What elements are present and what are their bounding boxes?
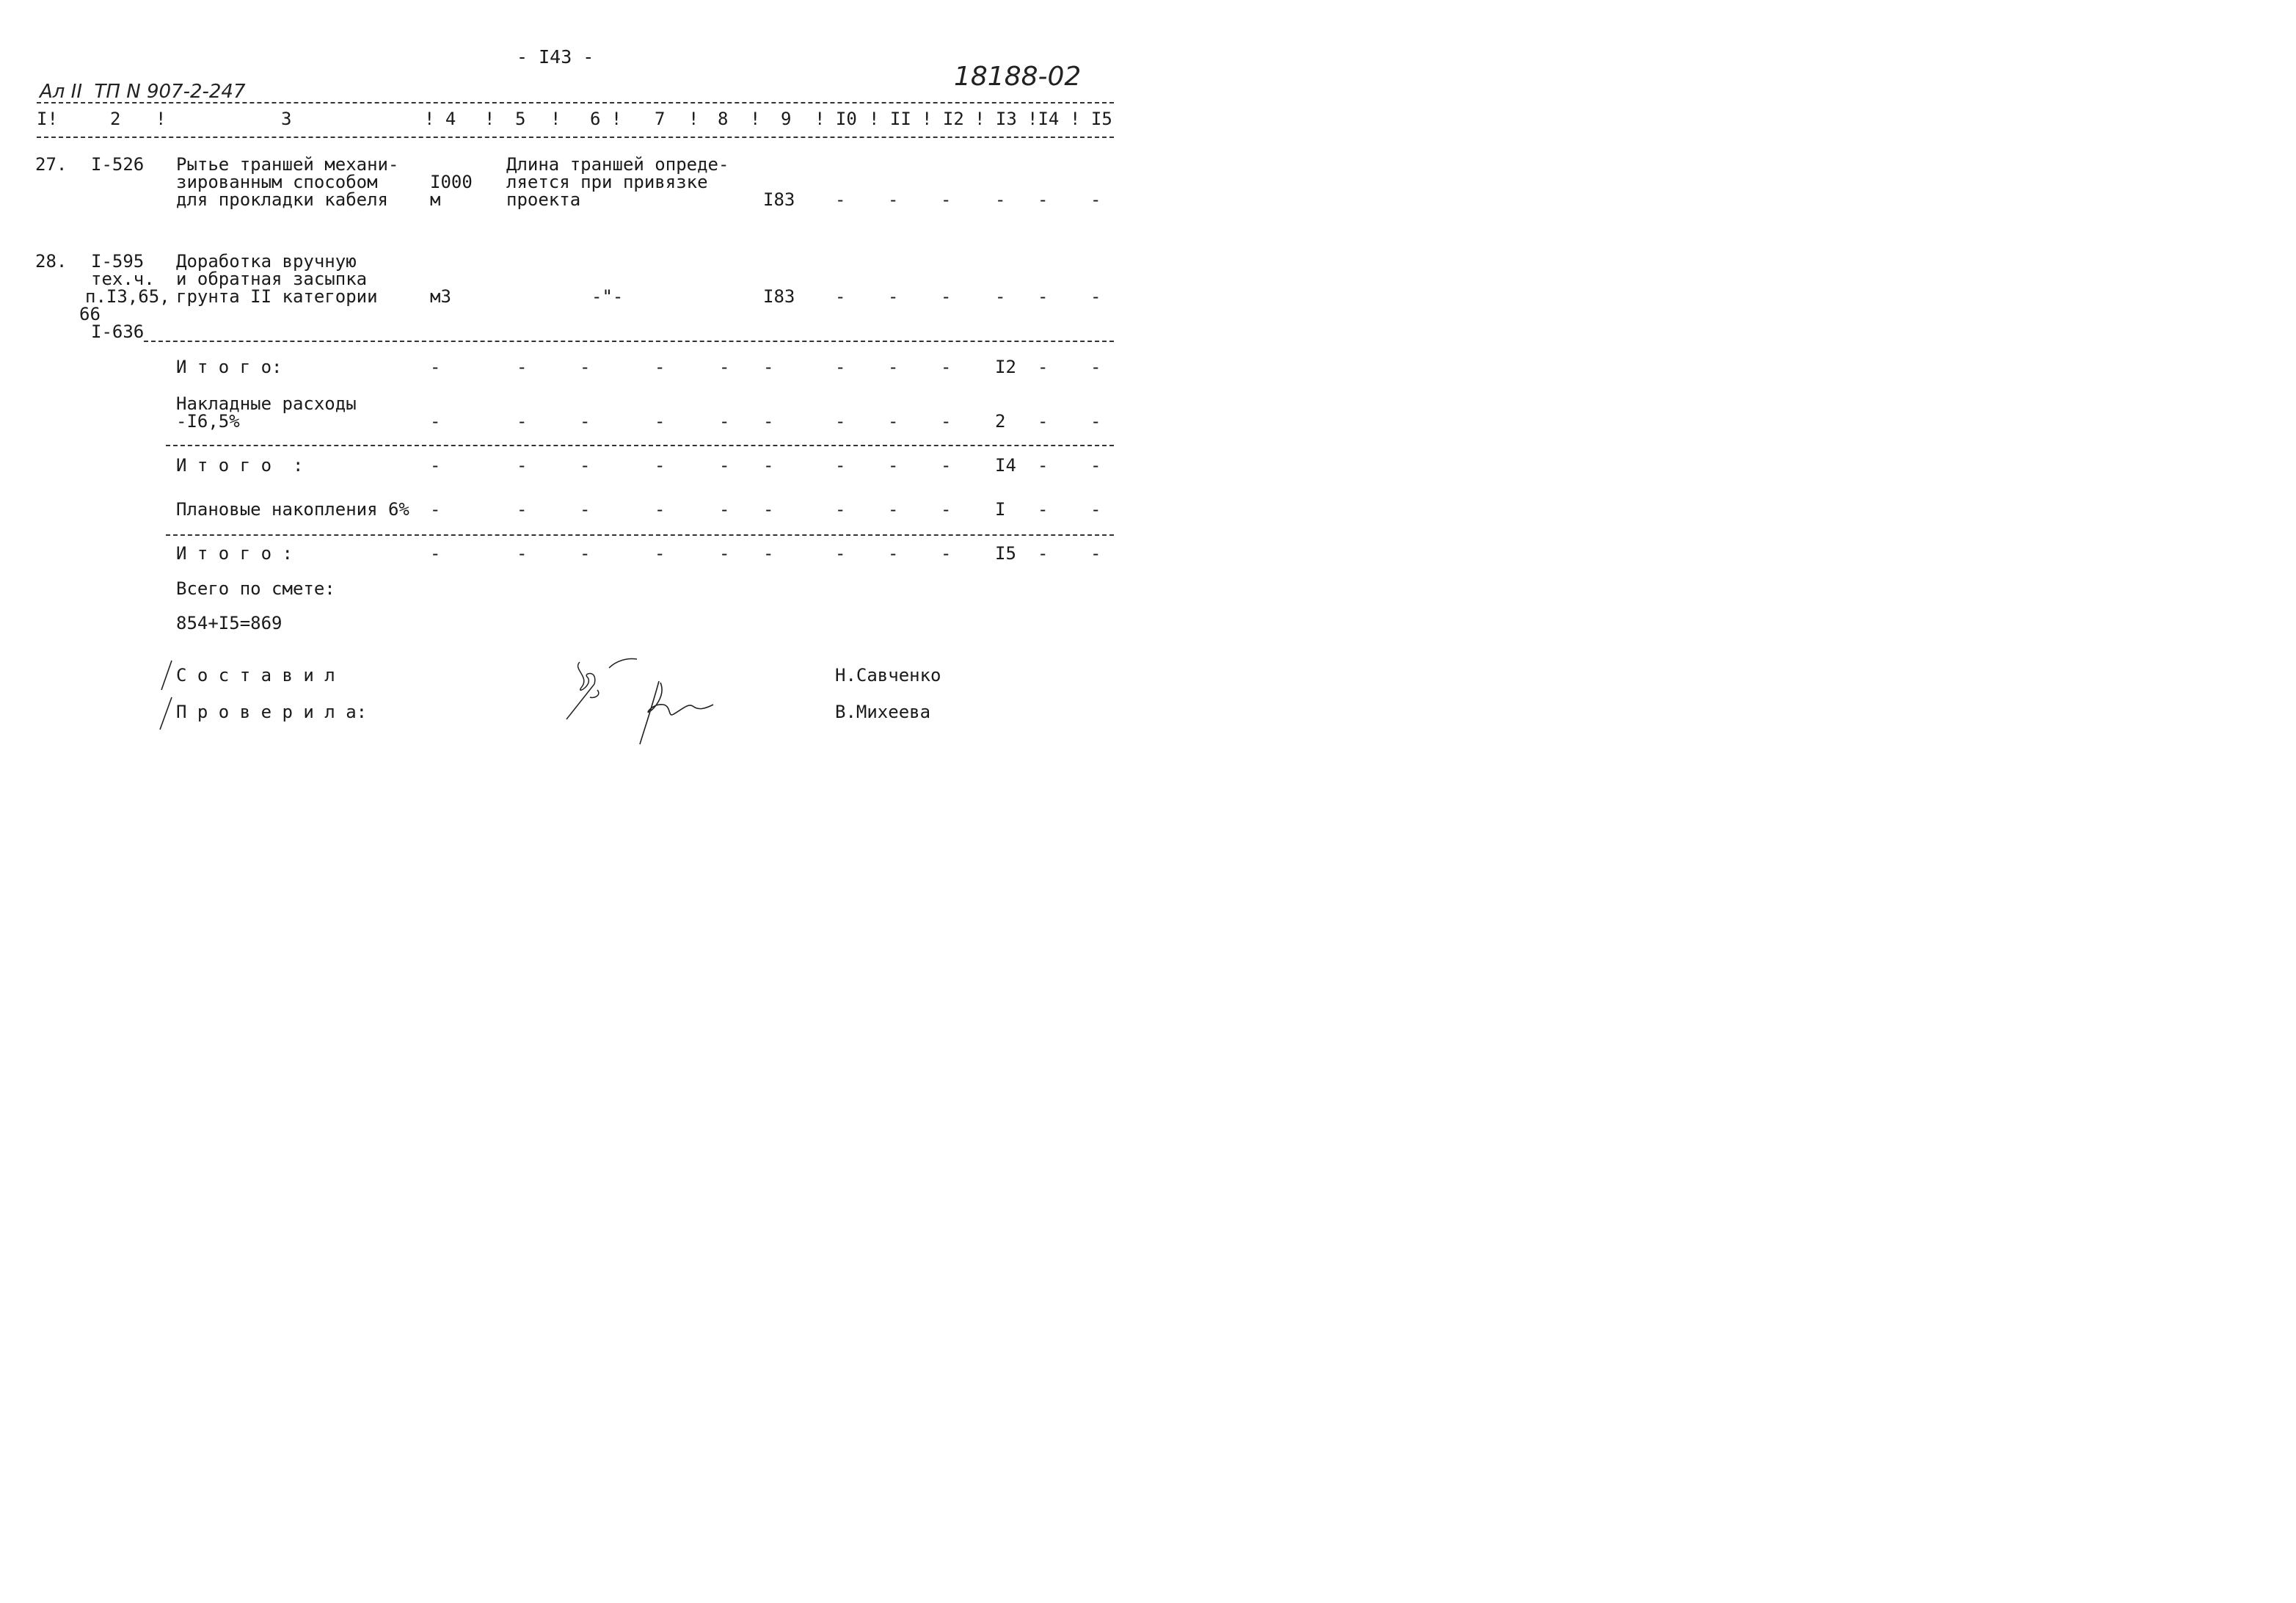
empty-cell: - (995, 286, 1006, 307)
work-description: и обратная засыпка (176, 269, 368, 289)
compiled-by-name: Н.Савченко (835, 665, 941, 686)
summary-label: И т о г о : (176, 543, 293, 564)
empty-cell: - (763, 499, 774, 520)
unit: I000 (430, 172, 473, 192)
empty-cell: - (995, 189, 1006, 210)
row-note: проекта (506, 189, 581, 210)
work-description: для прокладки кабеля (176, 189, 388, 210)
empty-cell: - (517, 411, 528, 432)
empty-cell: - (941, 411, 952, 432)
rate-code: 66 (79, 304, 101, 324)
empty-cell: - (941, 357, 952, 377)
empty-cell: - (1090, 543, 1101, 564)
summary-value: 2 (995, 411, 1006, 432)
empty-cell: - (835, 189, 846, 210)
empty-cell: - (580, 499, 591, 520)
empty-cell: - (888, 357, 899, 377)
empty-cell: - (1038, 499, 1049, 520)
empty-cell: - (835, 357, 846, 377)
row-number: 27. (35, 154, 68, 175)
checked-by-label: П р о в е р и л а: (176, 702, 368, 722)
empty-cell: - (1090, 411, 1101, 432)
empty-cell: - (835, 543, 846, 564)
col-header: ! (550, 109, 561, 129)
empty-cell: - (941, 189, 952, 210)
col-header: 3 (281, 109, 292, 129)
empty-cell: - (719, 357, 730, 377)
row-separator (166, 534, 1114, 536)
checked-by-name: В.Михеева (835, 702, 931, 722)
empty-cell: - (655, 543, 666, 564)
album-reference: Ал II ТП N 907-2-247 (40, 81, 246, 103)
empty-cell: - (1090, 357, 1101, 377)
empty-cell: - (835, 499, 846, 520)
grand-total-label: Всего по смете: (176, 578, 335, 599)
page-number: - I43 - (517, 46, 594, 68)
col-header: 7 (655, 109, 666, 129)
empty-cell: - (1038, 455, 1049, 476)
empty-cell: - (941, 543, 952, 564)
summary-label: И т о г о: (176, 357, 283, 377)
empty-cell: - (655, 499, 666, 520)
empty-cell: - (655, 455, 666, 476)
empty-cell: - (517, 499, 528, 520)
work-description: Рытье траншей механи- (176, 154, 399, 175)
col-header: ! I3 (974, 109, 1017, 129)
empty-cell: - (888, 411, 899, 432)
empty-cell: - (719, 411, 730, 432)
empty-cell: - (1090, 286, 1101, 307)
summary-value: I2 (995, 357, 1016, 377)
empty-cell: - (888, 455, 899, 476)
rate-code: I-636 (91, 321, 145, 342)
col-header: ! 4 (424, 109, 456, 129)
col-header: ! (688, 109, 699, 129)
quantity: I83 (763, 286, 795, 307)
empty-cell: - (430, 357, 441, 377)
summary-label: И т о г о : (176, 455, 304, 476)
empty-cell: - (1038, 286, 1049, 307)
handwritten-signature-2 (631, 674, 719, 747)
empty-cell: - (517, 543, 528, 564)
col-header: ! I2 (922, 109, 964, 129)
empty-cell: - (888, 189, 899, 210)
col-header: !I4 (1027, 109, 1060, 129)
document-code: 18188-02 (954, 62, 1082, 92)
grand-total-calculation: 854+I5=869 (176, 613, 283, 633)
empty-cell: - (1090, 189, 1101, 210)
empty-cell: - (430, 499, 441, 520)
empty-cell: - (719, 455, 730, 476)
summary-value: I5 (995, 543, 1016, 564)
col-header: ! II (869, 109, 911, 129)
empty-cell: - (941, 499, 952, 520)
empty-cell: - (1038, 543, 1049, 564)
empty-cell: - (1090, 455, 1101, 476)
work-description: зированным способом (176, 172, 378, 192)
col-header: ! (750, 109, 761, 129)
empty-cell: - (763, 543, 774, 564)
row-number: 28. (35, 251, 68, 272)
empty-cell: - (1038, 357, 1049, 377)
empty-cell: - (430, 543, 441, 564)
row-note: ляется при привязке (506, 172, 708, 192)
empty-cell: - (941, 455, 952, 476)
rate-code: п.I3,65, (85, 286, 170, 307)
empty-cell: - (888, 543, 899, 564)
rate-code: тех.ч. (91, 269, 155, 289)
summary-label: Накладные расходы (176, 393, 357, 414)
empty-cell: - (719, 499, 730, 520)
header-top-rule (37, 102, 1114, 103)
quantity: I83 (763, 189, 795, 210)
empty-cell: - (763, 357, 774, 377)
rate-code: I-526 (91, 154, 145, 175)
summary-label: -I6,5% (176, 411, 240, 432)
summary-label: Плановые накопления 6% (176, 499, 409, 520)
empty-cell: - (655, 357, 666, 377)
empty-cell: - (1038, 189, 1049, 210)
col-header: 5 (515, 109, 526, 129)
row-separator (144, 341, 1114, 342)
col-header: 2 (110, 109, 121, 129)
ditto-mark: -"- (591, 286, 624, 307)
empty-cell: - (655, 411, 666, 432)
empty-cell: - (719, 543, 730, 564)
empty-cell: - (580, 543, 591, 564)
summary-value: I4 (995, 455, 1016, 476)
empty-cell: - (1090, 499, 1101, 520)
empty-cell: - (835, 286, 846, 307)
empty-cell: - (1038, 411, 1049, 432)
header-bottom-rule (37, 137, 1114, 138)
empty-cell: - (580, 411, 591, 432)
empty-cell: - (430, 455, 441, 476)
unit: м (430, 189, 441, 210)
work-description: Доработка вручную (176, 251, 357, 272)
empty-cell: - (580, 357, 591, 377)
empty-cell: - (888, 286, 899, 307)
compiled-by-label: С о с т а в и л (176, 665, 335, 686)
row-note: Длина траншей опреде- (506, 154, 729, 175)
empty-cell: - (430, 411, 441, 432)
empty-cell: - (517, 455, 528, 476)
empty-cell: - (580, 455, 591, 476)
empty-cell: - (835, 455, 846, 476)
empty-cell: - (835, 411, 846, 432)
col-header: 6 ! (590, 109, 622, 129)
summary-value: I (995, 499, 1006, 520)
col-header: 8 (718, 109, 729, 129)
col-header: 9 (781, 109, 792, 129)
empty-cell: - (517, 357, 528, 377)
rate-code: I-595 (91, 251, 145, 272)
work-description: грунта II категории (176, 286, 378, 307)
col-header: ! (156, 109, 167, 129)
col-header: ! (484, 109, 495, 129)
unit: м3 (430, 286, 451, 307)
empty-cell: - (763, 455, 774, 476)
empty-cell: - (888, 499, 899, 520)
empty-cell: - (763, 411, 774, 432)
row-separator (166, 445, 1114, 446)
slash-mark (156, 659, 175, 733)
col-header: ! I0 (814, 109, 857, 129)
col-header: I! (37, 109, 58, 129)
empty-cell: - (941, 286, 952, 307)
col-header: ! I5 (1070, 109, 1112, 129)
